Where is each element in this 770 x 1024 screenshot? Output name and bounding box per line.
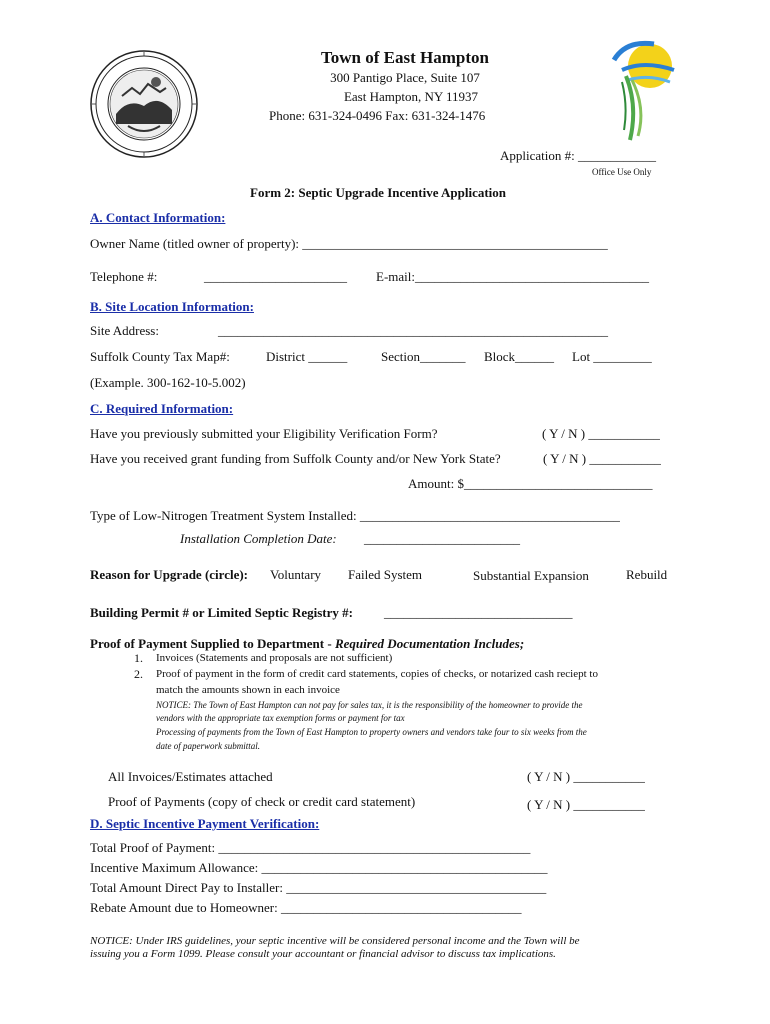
item-2-number: 2. bbox=[134, 667, 143, 681]
notice-processing-1: Processing of payments from the Town of East Hampton to property owners and vendors take four to six weeks from the bbox=[156, 727, 587, 737]
grant-question: Have you received grant funding from Suffolk County and/or New York State? bbox=[90, 451, 501, 466]
irs-notice-line-2: issuing you a Form 1099. Please consult your accountant or financial advisor to discuss tax implications. bbox=[90, 948, 556, 960]
permit-label: Building Permit # or Limited Septic Registry #: bbox=[90, 605, 353, 620]
rebate-field[interactable]: Rebate Amount due to Homeowner: _____________________________________ bbox=[90, 900, 522, 915]
proof-of-payment-title bbox=[90, 636, 524, 652]
tax-map-example: (Example. 300-162-10-5.002) bbox=[90, 375, 246, 390]
section-c-title: C. Required Information: bbox=[90, 401, 234, 416]
telephone-field[interactable]: ______________________ bbox=[204, 269, 347, 284]
section-d-title: D. Septic Incentive Payment Verification: bbox=[90, 816, 320, 831]
telephone-label: Telephone #: bbox=[90, 269, 158, 284]
proof-required-text: Required Documentation Includes; bbox=[334, 636, 525, 651]
address-line-2: East Hampton, NY 11937 bbox=[343, 89, 479, 104]
form-title: Form 2: Septic Upgrade Incentive Application bbox=[250, 185, 507, 200]
item-2-text-a: Proof of payment in the form of credit card statements, copies of checks, or notarized cash reciept to bbox=[156, 668, 598, 680]
section-field[interactable]: Section_______ bbox=[381, 349, 466, 364]
payments-label: Proof of Payments (copy of check or credit card statement) bbox=[108, 794, 416, 809]
payments-answer[interactable]: ( Y / N ) ___________ bbox=[527, 797, 645, 812]
section-b-title: B. Site Location Information: bbox=[90, 299, 254, 314]
tax-map-label: Suffolk County Tax Map#: bbox=[90, 349, 230, 364]
completion-date-field[interactable]: ________________________ bbox=[364, 531, 520, 546]
eligibility-answer[interactable]: ( Y / N ) ___________ bbox=[542, 426, 660, 441]
address-line-1: 300 Pantigo Place, Suite 107 bbox=[330, 70, 480, 85]
amount-field[interactable]: Amount: $_____________________________ bbox=[408, 476, 653, 491]
town-name: Town of East Hampton bbox=[321, 48, 489, 67]
reason-failed-system[interactable]: Failed System bbox=[348, 567, 423, 582]
completion-date-label: Installation Completion Date: bbox=[180, 531, 337, 546]
office-use-label: Office Use Only bbox=[592, 167, 652, 177]
proof-title-text: Proof of Payment Supplied to Department - bbox=[90, 636, 335, 651]
invoices-answer[interactable]: ( Y / N ) ___________ bbox=[527, 769, 645, 784]
site-address-field[interactable]: ____________________________________________________________ bbox=[218, 323, 608, 338]
phone-fax: Phone: 631-324-0496 Fax: 631-324-1476 bbox=[269, 108, 486, 123]
direct-pay-field[interactable]: Total Amount Direct Pay to Installer: ________________________________________ bbox=[90, 880, 547, 895]
invoices-label: All Invoices/Estimates attached bbox=[108, 769, 273, 784]
block-field[interactable]: Block______ bbox=[484, 349, 555, 364]
email-field[interactable]: E-mail:____________________________________ bbox=[376, 269, 649, 284]
permit-field[interactable]: _____________________________ bbox=[384, 605, 573, 620]
owner-name-field[interactable]: Owner Name (titled owner of property): _______________________________________________ bbox=[90, 236, 608, 251]
notice-processing-2: date of paperwork submittal. bbox=[156, 741, 260, 751]
notice-sales-tax-2: vendors with the appropriate tax exemption forms or payment for tax bbox=[156, 713, 405, 723]
grant-answer[interactable]: ( Y / N ) ___________ bbox=[543, 451, 661, 466]
sun-wave-logo bbox=[604, 36, 684, 146]
reason-substantial-expansion[interactable]: Substantial Expansion bbox=[473, 568, 589, 583]
item-1-text: Invoices (Statements and proposals are not sufficient) bbox=[156, 652, 393, 664]
town-seal bbox=[88, 48, 200, 160]
section-a-title: A. Contact Information: bbox=[90, 210, 226, 225]
reason-voluntary[interactable]: Voluntary bbox=[270, 567, 322, 582]
application-number[interactable]: Application #: ____________ bbox=[500, 148, 656, 163]
max-allowance-field[interactable]: Incentive Maximum Allowance: ____________________________________________ bbox=[90, 860, 548, 875]
lot-field[interactable]: Lot _________ bbox=[572, 349, 652, 364]
item-1-number: 1. bbox=[134, 651, 143, 665]
system-type-field[interactable]: Type of Low-Nitrogen Treatment System Installed: ________________________________________ bbox=[90, 508, 620, 523]
site-address-label: Site Address: bbox=[90, 323, 159, 338]
reason-label: Reason for Upgrade (circle): bbox=[90, 567, 249, 582]
total-proof-field[interactable]: Total Proof of Payment: ________________________________________________ bbox=[90, 840, 531, 855]
eligibility-question: Have you previously submitted your Eligibility Verification Form? bbox=[90, 426, 438, 441]
irs-notice-line-1: NOTICE: Under IRS guidelines, your septic incentive will be considered personal income and the Town will be bbox=[90, 935, 580, 947]
notice-sales-tax-1: NOTICE: The Town of East Hampton can not pay for sales tax, it is the responsibility of the homeowner to provide the bbox=[156, 700, 583, 710]
item-2-text-b: match the amounts shown in each invoice bbox=[156, 684, 340, 696]
district-field[interactable]: District ______ bbox=[266, 349, 348, 364]
reason-rebuild[interactable]: Rebuild bbox=[626, 567, 668, 582]
